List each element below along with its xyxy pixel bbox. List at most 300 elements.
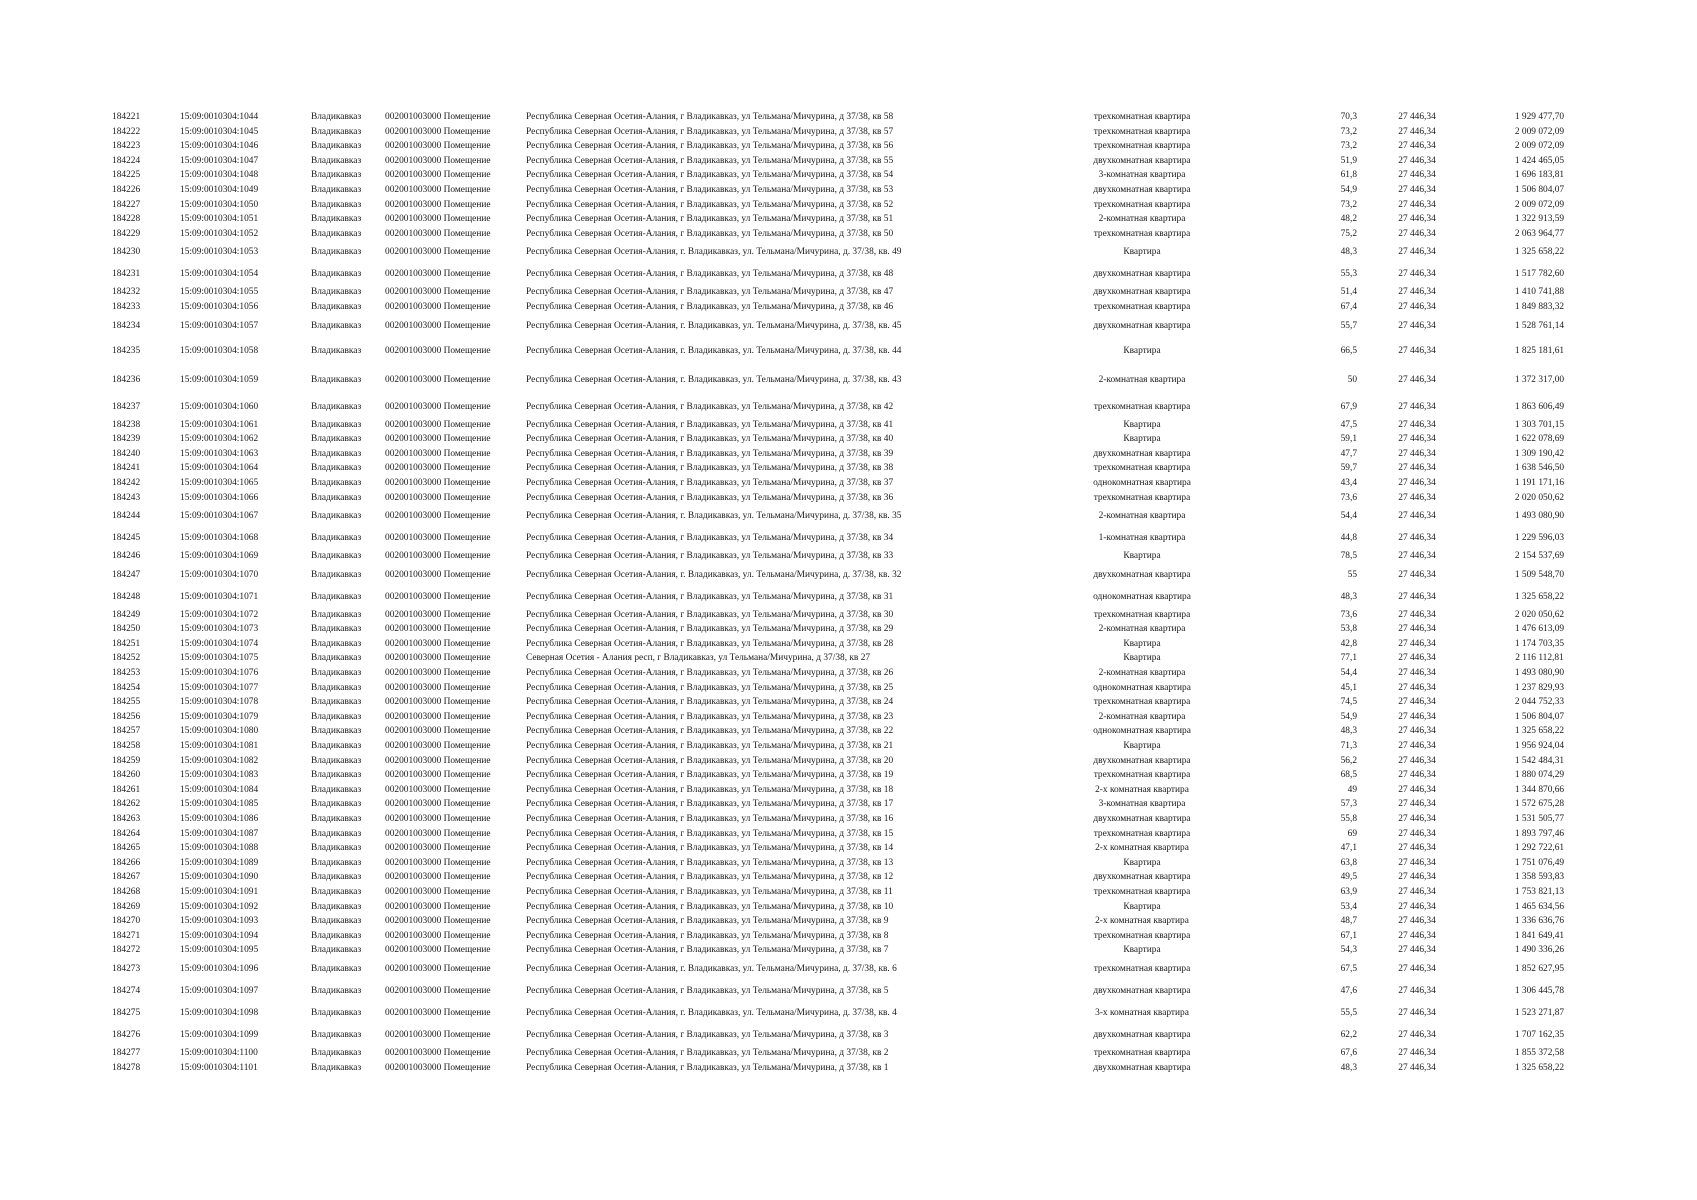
object-type-cell: 002001003000 Помещение — [385, 533, 491, 544]
city-name-cell: Владикавказ — [311, 1062, 362, 1073]
apartment-kind-cell: двухкомнатная квартира — [1093, 448, 1191, 459]
city-name-cell: Владикавказ — [311, 872, 362, 883]
cadastral-number-cell: 15:09:0010304:1086 — [180, 814, 259, 824]
object-type-cell: 002001003000 Помещение — [385, 301, 491, 312]
city-name-cell: Владикавказ — [311, 624, 362, 635]
object-id-cell: 184231 — [112, 269, 141, 280]
object-id-cell: 184222 — [112, 126, 141, 137]
cadastral-number-cell: 15:09:0010304:1067 — [180, 511, 259, 522]
apartment-kind-cell: двухкомнатная квартира — [1093, 569, 1191, 580]
apartment-kind-cell: двухкомнатная квартира — [1093, 320, 1191, 331]
city-name-cell: Владикавказ — [311, 551, 362, 562]
object-type-cell: 002001003000 Помещение — [385, 799, 491, 810]
cadastral-number-cell: 15:09:0010304:1064 — [180, 463, 259, 474]
area-value-cell: 48,7 — [1340, 916, 1357, 927]
specific-value-cell: 27 446,34 — [1398, 320, 1436, 331]
object-id-cell: 184244 — [112, 511, 141, 522]
address-cell: Республика Северная Осетия-Алания, г Владикавказ, ул Тельмана/Мичурина, д 37/38, кв 22 — [526, 726, 894, 737]
address-cell: Республика Северная Осетия-Алания, г Владикавказ, ул Тельмана/Мичурина, д 37/38, кв 16 — [526, 814, 894, 824]
apartment-kind-cell: Квартира — [1123, 945, 1161, 956]
object-type-cell: 002001003000 Помещение — [385, 828, 491, 839]
object-id-cell: 184233 — [112, 301, 141, 312]
table-row — [112, 885, 1565, 900]
cadastral-value-cell: 1 372 317,00 — [1514, 375, 1565, 386]
address-cell: Республика Северная Осетия-Алания, г. Владикавказ, ул. Тельмана/Мичурина, д. 37/38, кв. 35 — [526, 511, 902, 522]
object-type-cell: 002001003000 Помещение — [385, 320, 491, 331]
object-id-cell: 184258 — [112, 741, 141, 752]
cadastral-number-cell: 15:09:0010304:1085 — [180, 799, 259, 810]
address-cell: Республика Северная Осетия-Алания, г Владикавказ, ул Тельмана/Мичурина, д 37/38, кв 7 — [526, 945, 889, 956]
object-id-cell: 184245 — [112, 533, 141, 544]
apartment-kind-cell: трехкомнатная квартира — [1093, 199, 1191, 210]
object-type-cell: 002001003000 Помещение — [385, 375, 491, 386]
address-cell: Республика Северная Осетия-Алания, г Владикавказ, ул Тельмана/Мичурина, д 37/38, кв 42 — [526, 401, 894, 412]
object-type-cell: 002001003000 Помещение — [385, 199, 491, 210]
object-id-cell: 184269 — [112, 901, 141, 912]
cadastral-value-cell: 1 825 181,61 — [1514, 345, 1565, 356]
cadastral-number-cell: 15:09:0010304:1046 — [180, 141, 259, 152]
table-row — [112, 622, 1565, 637]
address-cell: Республика Северная Осетия-Алания, г Владикавказ, ул Тельмана/Мичурина, д 37/38, кв 41 — [526, 419, 894, 430]
specific-value-cell: 27 446,34 — [1398, 228, 1436, 239]
apartment-kind-cell: 3-х комнатная квартира — [1095, 1007, 1189, 1018]
object-type-cell: 002001003000 Помещение — [385, 668, 491, 679]
cadastral-value-table — [112, 110, 1565, 1075]
table-row — [112, 900, 1565, 915]
city-name-cell: Владикавказ — [311, 814, 362, 824]
cadastral-number-cell: 15:09:0010304:1087 — [180, 828, 259, 839]
specific-value-cell: 27 446,34 — [1398, 901, 1436, 912]
address-cell: Республика Северная Осетия-Алания, г Владикавказ, ул Тельмана/Мичурина, д 37/38, кв 34 — [526, 533, 894, 544]
object-id-cell: 184246 — [112, 551, 141, 562]
address-cell: Республика Северная Осетия-Алания, г Владикавказ, ул Тельмана/Мичурина, д 37/38, кв 56 — [526, 141, 894, 152]
cadastral-number-cell: 15:09:0010304:1093 — [180, 916, 259, 927]
cadastral-number-cell: 15:09:0010304:1089 — [180, 857, 259, 868]
cadastral-number-cell: 15:09:0010304:1095 — [180, 945, 259, 956]
specific-value-cell: 27 446,34 — [1398, 755, 1436, 766]
object-type-cell: 002001003000 Помещение — [385, 1062, 491, 1073]
cadastral-number-cell: 15:09:0010304:1058 — [180, 345, 259, 356]
address-cell: Республика Северная Осетия-Алания, г Владикавказ, ул Тельмана/Мичурина, д 37/38, кв 50 — [526, 228, 894, 239]
cadastral-number-cell: 15:09:0010304:1083 — [180, 770, 259, 781]
cadastral-value-cell: 1 493 080,90 — [1514, 668, 1565, 679]
table-row — [112, 366, 1565, 396]
cadastral-value-cell: 1 929 477,70 — [1514, 112, 1565, 122]
cadastral-value-cell: 1 303 701,15 — [1514, 419, 1565, 430]
address-cell: Республика Северная Осетия-Алания, г Владикавказ, ул Тельмана/Мичурина, д 37/38, кв 37 — [526, 477, 894, 488]
cadastral-value-cell: 2 154 537,69 — [1514, 551, 1565, 562]
cadastral-value-cell: 1 344 870,66 — [1514, 784, 1565, 795]
apartment-kind-cell: 2-х комнатная квартира — [1095, 916, 1189, 927]
object-type-cell: 002001003000 Помещение — [385, 228, 491, 239]
city-name-cell: Владикавказ — [311, 184, 362, 195]
apartment-kind-cell: трехкомнатная квартира — [1093, 401, 1191, 412]
cadastral-value-cell: 1 841 649,41 — [1514, 930, 1565, 941]
area-value-cell: 55,7 — [1340, 320, 1357, 331]
city-name-cell: Владикавказ — [311, 401, 362, 412]
area-value-cell: 48,3 — [1340, 247, 1357, 258]
specific-value-cell: 27 446,34 — [1398, 814, 1436, 824]
object-id-cell: 184260 — [112, 770, 141, 781]
cadastral-number-cell: 15:09:0010304:1073 — [180, 624, 259, 635]
area-value-cell: 53,4 — [1340, 901, 1357, 912]
area-value-cell: 43,4 — [1340, 477, 1357, 488]
table-row — [112, 168, 1565, 183]
object-id-cell: 184276 — [112, 1029, 141, 1040]
table-row — [112, 943, 1565, 958]
city-name-cell: Владикавказ — [311, 828, 362, 839]
area-value-cell: 54,9 — [1340, 184, 1357, 195]
object-id-cell: 184257 — [112, 726, 141, 737]
apartment-kind-cell: однокомнатная квартира — [1093, 726, 1191, 737]
object-type-cell: 002001003000 Помещение — [385, 569, 491, 580]
cadastral-number-cell: 15:09:0010304:1044 — [180, 112, 259, 122]
area-value-cell: 71,3 — [1340, 741, 1357, 752]
city-name-cell: Владикавказ — [311, 569, 362, 580]
object-id-cell: 184268 — [112, 886, 141, 897]
city-name-cell: Владикавказ — [311, 799, 362, 810]
apartment-kind-cell: трехкомнатная квартира — [1093, 697, 1191, 708]
table-row — [112, 241, 1565, 263]
table-row — [112, 929, 1565, 944]
object-type-cell: 002001003000 Помещение — [385, 886, 491, 897]
apartment-kind-cell: 3-комнатная квартира — [1098, 170, 1186, 181]
specific-value-cell: 27 446,34 — [1398, 511, 1436, 522]
specific-value-cell: 27 446,34 — [1398, 963, 1436, 974]
area-value-cell: 63,8 — [1340, 857, 1357, 868]
apartment-kind-cell: однокомнатная квартира — [1093, 591, 1191, 602]
city-name-cell: Владикавказ — [311, 492, 362, 503]
area-value-cell: 77,1 — [1340, 653, 1357, 664]
object-id-cell: 184225 — [112, 170, 141, 181]
object-id-cell: 184248 — [112, 591, 141, 602]
cadastral-value-cell: 1 325 658,22 — [1514, 1062, 1565, 1073]
area-value-cell: 73,2 — [1340, 141, 1357, 152]
specific-value-cell: 27 446,34 — [1398, 886, 1436, 897]
table-row — [112, 1046, 1565, 1061]
object-type-cell: 002001003000 Помещение — [385, 784, 491, 795]
cadastral-value-cell: 1 465 634,56 — [1514, 901, 1565, 912]
object-id-cell: 184229 — [112, 228, 141, 239]
specific-value-cell: 27 446,34 — [1398, 1047, 1436, 1058]
object-id-cell: 184263 — [112, 814, 141, 824]
object-id-cell: 184250 — [112, 624, 141, 635]
table-row — [112, 527, 1565, 549]
cadastral-value-cell: 1 528 761,14 — [1514, 320, 1565, 331]
area-value-cell: 67,4 — [1340, 301, 1357, 312]
address-cell: Республика Северная Осетия-Алания, г Владикавказ, ул Тельмана/Мичурина, д 37/38, кв 40 — [526, 434, 894, 445]
apartment-kind-cell: Квартира — [1123, 434, 1161, 445]
table-row — [112, 754, 1565, 769]
apartment-kind-cell: трехкомнатная квартира — [1093, 930, 1191, 941]
cadastral-number-cell: 15:09:0010304:1069 — [180, 551, 259, 562]
city-name-cell: Владикавказ — [311, 419, 362, 430]
table-row — [112, 183, 1565, 198]
specific-value-cell: 27 446,34 — [1398, 945, 1436, 956]
cadastral-value-cell: 1 506 804,07 — [1514, 711, 1565, 722]
area-value-cell: 73,6 — [1340, 492, 1357, 503]
table-row — [112, 637, 1565, 652]
address-cell: Республика Северная Осетия-Алания, г Владикавказ, ул Тельмана/Мичурина, д 37/38, кв 58 — [526, 112, 894, 122]
table-row — [112, 315, 1565, 337]
city-name-cell: Владикавказ — [311, 591, 362, 602]
cadastral-value-cell: 2 116 112,81 — [1515, 653, 1564, 664]
area-value-cell: 42,8 — [1340, 638, 1357, 649]
object-type-cell: 002001003000 Помещение — [385, 287, 491, 298]
cadastral-number-cell: 15:09:0010304:1097 — [180, 985, 259, 996]
city-name-cell: Владикавказ — [311, 434, 362, 445]
apartment-kind-cell: Квартира — [1123, 901, 1161, 912]
address-cell: Республика Северная Осетия-Алания, г Владикавказ, ул Тельмана/Мичурина, д 37/38, кв 30 — [526, 609, 894, 620]
cadastral-number-cell: 15:09:0010304:1048 — [180, 170, 259, 181]
cadastral-value-cell: 1 880 074,29 — [1514, 770, 1565, 781]
table-row — [112, 980, 1565, 1002]
object-id-cell: 184224 — [112, 155, 141, 166]
area-value-cell: 55,5 — [1340, 1007, 1357, 1018]
address-cell: Республика Северная Осетия-Алания, г Владикавказ, ул Тельмана/Мичурина, д 37/38, кв 26 — [526, 668, 894, 679]
specific-value-cell: 27 446,34 — [1398, 401, 1436, 412]
address-cell: Республика Северная Осетия-Алания, г Владикавказ, ул Тельмана/Мичурина, д 37/38, кв 2 — [526, 1047, 889, 1058]
apartment-kind-cell: Квартира — [1123, 345, 1161, 356]
object-type-cell: 002001003000 Помещение — [385, 463, 491, 474]
area-value-cell: 53,8 — [1340, 624, 1357, 635]
apartment-kind-cell: 2-комнатная квартира — [1098, 511, 1186, 522]
city-name-cell: Владикавказ — [311, 697, 362, 708]
area-value-cell: 74,5 — [1340, 697, 1357, 708]
cadastral-value-cell: 1 476 613,09 — [1514, 624, 1565, 635]
object-type-cell: 002001003000 Помещение — [385, 419, 491, 430]
apartment-kind-cell: трехкомнатная квартира — [1093, 1047, 1191, 1058]
area-value-cell: 75,2 — [1340, 228, 1357, 239]
address-cell: Республика Северная Осетия-Алания, г Владикавказ, ул Тельмана/Мичурина, д 37/38, кв 57 — [526, 126, 894, 137]
area-value-cell: 49 — [1347, 784, 1357, 795]
table-row — [112, 724, 1565, 739]
area-value-cell: 48,3 — [1340, 1062, 1357, 1073]
object-id-cell: 184247 — [112, 569, 141, 580]
specific-value-cell: 27 446,34 — [1398, 551, 1436, 562]
object-id-cell: 184249 — [112, 609, 141, 620]
object-id-cell: 184242 — [112, 477, 141, 488]
specific-value-cell: 27 446,34 — [1398, 419, 1436, 430]
area-value-cell: 67,1 — [1340, 930, 1357, 941]
city-name-cell: Владикавказ — [311, 985, 362, 996]
area-value-cell: 67,5 — [1340, 963, 1357, 974]
object-id-cell: 184238 — [112, 419, 141, 430]
table-row — [112, 958, 1565, 980]
table-row — [112, 491, 1565, 506]
table-row — [112, 110, 1565, 125]
area-value-cell: 73,6 — [1340, 609, 1357, 620]
city-name-cell: Владикавказ — [311, 1007, 362, 1018]
city-name-cell: Владикавказ — [311, 287, 362, 298]
cadastral-value-cell: 1 638 546,50 — [1514, 463, 1565, 474]
specific-value-cell: 27 446,34 — [1398, 843, 1436, 854]
table-row — [112, 461, 1565, 476]
cadastral-number-cell: 15:09:0010304:1062 — [180, 434, 259, 445]
specific-value-cell: 27 446,34 — [1398, 784, 1436, 795]
object-id-cell: 184272 — [112, 945, 141, 956]
city-name-cell: Владикавказ — [311, 301, 362, 312]
area-value-cell: 47,1 — [1340, 843, 1357, 854]
cadastral-value-cell: 2 009 072,09 — [1514, 199, 1565, 210]
object-type-cell: 002001003000 Помещение — [385, 269, 491, 280]
apartment-kind-cell: 2-комнатная квартира — [1098, 214, 1186, 225]
cadastral-number-cell: 15:09:0010304:1057 — [180, 320, 259, 331]
city-name-cell: Владикавказ — [311, 170, 362, 181]
city-name-cell: Владикавказ — [311, 843, 362, 854]
city-name-cell: Владикавказ — [311, 533, 362, 544]
area-value-cell: 73,2 — [1340, 199, 1357, 210]
object-type-cell: 002001003000 Помещение — [385, 857, 491, 868]
specific-value-cell: 27 446,34 — [1398, 569, 1436, 580]
area-value-cell: 63,9 — [1340, 886, 1357, 897]
apartment-kind-cell: 2-комнатная квартира — [1098, 375, 1186, 386]
object-type-cell: 002001003000 Помещение — [385, 345, 491, 356]
specific-value-cell: 27 446,34 — [1398, 533, 1436, 544]
specific-value-cell: 27 446,34 — [1398, 726, 1436, 737]
table-row — [112, 337, 1565, 367]
object-type-cell: 002001003000 Помещение — [385, 638, 491, 649]
cadastral-value-cell: 1 852 627,95 — [1514, 963, 1565, 974]
cadastral-value-cell: 1 542 484,31 — [1514, 755, 1565, 766]
address-cell: Республика Северная Осетия-Алания, г Владикавказ, ул Тельмана/Мичурина, д 37/38, кв 28 — [526, 638, 894, 649]
specific-value-cell: 27 446,34 — [1398, 141, 1436, 152]
apartment-kind-cell: трехкомнатная квартира — [1093, 886, 1191, 897]
object-type-cell: 002001003000 Помещение — [385, 624, 491, 635]
area-value-cell: 47,5 — [1340, 419, 1357, 430]
object-type-cell: 002001003000 Помещение — [385, 112, 491, 122]
address-cell: Республика Северная Осетия-Алания, г Владикавказ, ул Тельмана/Мичурина, д 37/38, кв 23 — [526, 711, 894, 722]
object-id-cell: 184255 — [112, 697, 141, 708]
apartment-kind-cell: двухкомнатная квартира — [1093, 287, 1191, 298]
address-cell: Республика Северная Осетия-Алания, г Владикавказ, ул Тельмана/Мичурина, д 37/38, кв 53 — [526, 184, 894, 195]
cadastral-number-cell: 15:09:0010304:1078 — [180, 697, 259, 708]
address-cell: Республика Северная Осетия-Алания, г Владикавказ, ул Тельмана/Мичурина, д 37/38, кв 18 — [526, 784, 894, 795]
cadastral-number-cell: 15:09:0010304:1082 — [180, 755, 259, 766]
table-row — [112, 396, 1565, 418]
city-name-cell: Владикавказ — [311, 668, 362, 679]
object-type-cell: 002001003000 Помещение — [385, 401, 491, 412]
cadastral-value-cell: 1 336 636,76 — [1514, 916, 1565, 927]
object-type-cell: 002001003000 Помещение — [385, 477, 491, 488]
cadastral-number-cell: 15:09:0010304:1077 — [180, 682, 259, 693]
object-id-cell: 184230 — [112, 247, 141, 258]
area-value-cell: 55,8 — [1340, 814, 1357, 824]
table-row — [112, 681, 1565, 696]
specific-value-cell: 27 446,34 — [1398, 741, 1436, 752]
area-value-cell: 54,3 — [1340, 945, 1357, 956]
apartment-kind-cell: трехкомнатная квартира — [1093, 492, 1191, 503]
object-id-cell: 184223 — [112, 141, 141, 152]
city-name-cell: Владикавказ — [311, 741, 362, 752]
city-name-cell: Владикавказ — [311, 375, 362, 386]
table-row — [112, 856, 1565, 871]
cadastral-value-cell: 1 863 606,49 — [1514, 401, 1565, 412]
cadastral-value-cell: 1 322 913,59 — [1514, 214, 1565, 225]
apartment-kind-cell: трехкомнатная квартира — [1093, 126, 1191, 137]
address-cell: Республика Северная Осетия-Алания, г Владикавказ, ул Тельмана/Мичурина, д 37/38, кв 48 — [526, 269, 894, 280]
address-cell: Республика Северная Осетия-Алания, г Владикавказ, ул Тельмана/Мичурина, д 37/38, кв 24 — [526, 697, 894, 708]
table-row — [112, 812, 1565, 827]
table-row — [112, 783, 1565, 798]
area-value-cell: 55 — [1347, 569, 1357, 580]
cadastral-value-cell: 1 174 703,35 — [1514, 638, 1565, 649]
specific-value-cell: 27 446,34 — [1398, 591, 1436, 602]
table-row — [112, 418, 1565, 433]
cadastral-number-cell: 15:09:0010304:1075 — [180, 653, 259, 664]
address-cell: Республика Северная Осетия-Алания, г. Владикавказ, ул. Тельмана/Мичурина, д. 37/38, кв. 49 — [526, 247, 902, 258]
address-cell: Республика Северная Осетия-Алания, г. Владикавказ, ул. Тельмана/Мичурина, д. 37/38, кв. 6 — [526, 963, 897, 974]
object-type-cell: 002001003000 Помещение — [385, 1007, 491, 1018]
cadastral-number-cell: 15:09:0010304:1056 — [180, 301, 259, 312]
table-row — [112, 695, 1565, 710]
specific-value-cell: 27 446,34 — [1398, 682, 1436, 693]
apartment-kind-cell: однокомнатная квартира — [1093, 682, 1191, 693]
city-name-cell: Владикавказ — [311, 214, 362, 225]
cadastral-number-cell: 15:09:0010304:1072 — [180, 609, 259, 620]
area-value-cell: 50 — [1347, 375, 1357, 386]
cadastral-number-cell: 15:09:0010304:1081 — [180, 741, 259, 752]
cadastral-number-cell: 15:09:0010304:1071 — [180, 591, 259, 602]
area-value-cell: 44,8 — [1340, 533, 1357, 544]
city-name-cell: Владикавказ — [311, 930, 362, 941]
object-type-cell: 002001003000 Помещение — [385, 843, 491, 854]
object-id-cell: 184236 — [112, 375, 141, 386]
address-cell: Республика Северная Осетия-Алания, г Владикавказ, ул Тельмана/Мичурина, д 37/38, кв 52 — [526, 199, 894, 210]
address-cell: Республика Северная Осетия-Алания, г Владикавказ, ул Тельмана/Мичурина, д 37/38, кв 20 — [526, 755, 894, 766]
area-value-cell: 51,4 — [1340, 287, 1357, 298]
city-name-cell: Владикавказ — [311, 463, 362, 474]
city-name-cell: Владикавказ — [311, 126, 362, 137]
table-row — [112, 447, 1565, 462]
object-id-cell: 184264 — [112, 828, 141, 839]
area-value-cell: 51,9 — [1340, 155, 1357, 166]
area-value-cell: 70,3 — [1340, 112, 1357, 122]
city-name-cell: Владикавказ — [311, 477, 362, 488]
apartment-kind-cell: однокомнатная квартира — [1093, 477, 1191, 488]
address-cell: Республика Северная Осетия-Алания, г Владикавказ, ул Тельмана/Мичурина, д 37/38, кв 10 — [526, 901, 894, 912]
object-id-cell: 184273 — [112, 963, 141, 974]
area-value-cell: 54,9 — [1340, 711, 1357, 722]
table-row — [112, 1061, 1565, 1076]
table-row — [112, 198, 1565, 213]
object-type-cell: 002001003000 Помещение — [385, 770, 491, 781]
object-type-cell: 002001003000 Помещение — [385, 945, 491, 956]
cadastral-value-cell: 1 292 722,61 — [1514, 843, 1565, 854]
cadastral-number-cell: 15:09:0010304:1099 — [180, 1029, 259, 1040]
cadastral-value-cell: 1 424 465,05 — [1514, 155, 1565, 166]
cadastral-number-cell: 15:09:0010304:1065 — [180, 477, 259, 488]
specific-value-cell: 27 446,34 — [1398, 301, 1436, 312]
object-id-cell: 184243 — [112, 492, 141, 503]
specific-value-cell: 27 446,34 — [1398, 1062, 1436, 1073]
cadastral-value-cell: 2 020 050,62 — [1514, 492, 1565, 503]
address-cell: Республика Северная Осетия-Алания, г Владикавказ, ул Тельмана/Мичурина, д 37/38, кв 3 — [526, 1029, 889, 1040]
address-cell: Республика Северная Осетия-Алания, г Владикавказ, ул Тельмана/Мичурина, д 37/38, кв 46 — [526, 301, 894, 312]
table-row — [112, 914, 1565, 929]
cadastral-value-cell: 1 490 336,26 — [1514, 945, 1565, 956]
address-cell: Республика Северная Осетия-Алания, г Владикавказ, ул Тельмана/Мичурина, д 37/38, кв 17 — [526, 799, 894, 810]
city-name-cell: Владикавказ — [311, 141, 362, 152]
cadastral-value-cell: 1 493 080,90 — [1514, 511, 1565, 522]
object-type-cell: 002001003000 Помещение — [385, 609, 491, 620]
apartment-kind-cell: Квартира — [1123, 638, 1161, 649]
specific-value-cell: 27 446,34 — [1398, 638, 1436, 649]
cadastral-value-cell: 2 020 050,62 — [1514, 609, 1565, 620]
object-type-cell: 002001003000 Помещение — [385, 741, 491, 752]
object-id-cell: 184275 — [112, 1007, 141, 1018]
cadastral-number-cell: 15:09:0010304:1052 — [180, 228, 259, 239]
